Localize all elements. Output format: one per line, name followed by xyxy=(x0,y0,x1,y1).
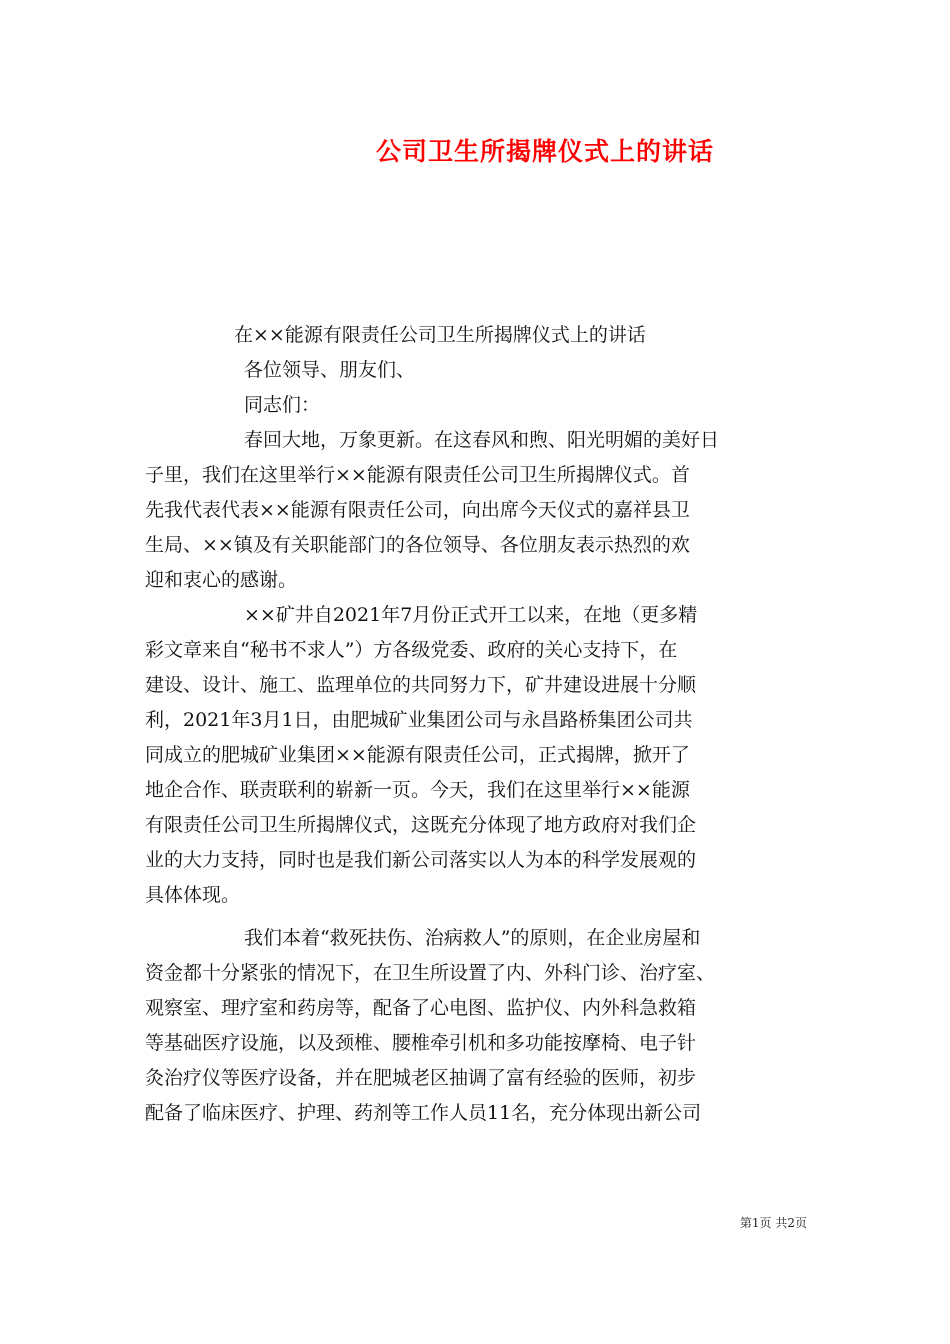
paragraph-line: 同成立的肥城矿业集团××能源有限责任公司，正式揭牌，掀开了 xyxy=(145,744,690,766)
page-number-footer: 第1页 共2页 xyxy=(739,1216,807,1230)
paragraph-line: 建设、设计、施工、监理单位的共同努力下，矿井建设进展十分顺 xyxy=(145,674,697,696)
paragraph-line: 资金都十分紧张的情况下，在卫生所设置了内、外科门诊、治疗室、 xyxy=(145,962,716,984)
document-title: 公司卫生所揭牌仪式上的讲话 xyxy=(375,137,714,166)
paragraph-line: 子里，我们在这里举行××能源有限责任公司卫生所揭牌仪式。首 xyxy=(145,464,690,486)
paragraph-line: 彩文章来自“秘书不求人”）方各级党委、政府的关心支持下，在 xyxy=(145,639,678,661)
paragraph-2 xyxy=(145,598,815,913)
paragraph-line: 我们本着“救死扶伤、治病救人”的原则，在企业房屋和 xyxy=(244,927,701,949)
paragraph-line: 观察室、理疗室和药房等，配备了心电图、监护仪、内外科急救箱 xyxy=(145,997,697,1019)
greeting-line-1: 各位领导、朋友们、 xyxy=(244,359,416,381)
paragraph-line: 配备了临床医疗、护理、药剂等工作人员11名，充分体现出新公司 xyxy=(145,1102,702,1124)
paragraph-line: 先我代表代表××能源有限责任公司，向出席今天仪式的嘉祥县卫 xyxy=(145,499,690,521)
paragraph-line: 具体体现。 xyxy=(145,884,241,906)
speech-subtitle: 在××能源有限责任公司卫生所揭牌仪式上的讲话 xyxy=(234,324,646,346)
paragraph-3 xyxy=(145,921,815,1131)
document-body xyxy=(145,318,815,1131)
greeting-line-2: 同志们： xyxy=(244,394,321,416)
paragraph-line: 生局、××镇及有关职能部门的各位领导、各位朋友表示热烈的欢 xyxy=(145,534,690,556)
paragraph-1 xyxy=(145,423,815,598)
paragraph-line: 地企合作、联责联利的崭新一页。今天，我们在这里举行××能源 xyxy=(145,779,690,801)
paragraph-line: 业的大力支持，同时也是我们新公司落实以人为本的科学发展观的 xyxy=(145,849,697,871)
paragraph-line: 春回大地，万象更新。在这春风和煦、阳光明媚的美好日 xyxy=(244,429,720,451)
paragraph-line: 有限责任公司卫生所揭牌仪式，这既充分体现了地方政府对我们企 xyxy=(145,814,697,836)
paragraph-line: 迎和衷心的感谢。 xyxy=(145,569,298,591)
paragraph-line: 灸治疗仪等医疗设备，并在肥城老区抽调了富有经验的医师，初步 xyxy=(145,1067,697,1089)
paragraph-line: 利，2021年3月1日，由肥城矿业集团公司与永昌路桥集团公司共 xyxy=(145,709,693,731)
paragraph-line: ××矿井自2021年7月份正式开工以来，在地（更多精 xyxy=(244,604,698,626)
paragraph-line: 等基础医疗设施，以及颈椎、腰椎牵引机和多功能按摩椅、电子针 xyxy=(145,1032,697,1054)
